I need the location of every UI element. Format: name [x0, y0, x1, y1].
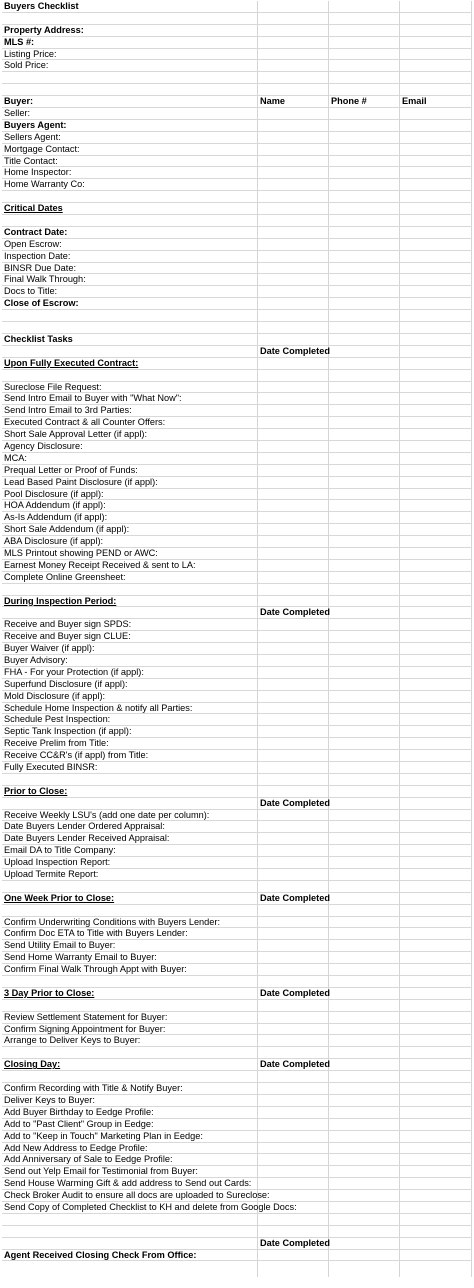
- sheet-row: [2, 215, 472, 227]
- sheet-row: [2, 322, 472, 334]
- cell-c0[interactable]: Critical Dates: [4, 203, 63, 214]
- sheet-row: [2, 786, 472, 798]
- cell-c0[interactable]: Schedule Home Inspection & notify all Parties:: [4, 702, 193, 713]
- cell-c0[interactable]: Sureclose File Request:: [4, 381, 102, 392]
- sheet-row: [2, 560, 472, 572]
- sheet-row: [2, 203, 472, 215]
- sheet-row: [2, 156, 472, 168]
- cell-c0[interactable]: Date Buyers Lender Received Appraisal:: [4, 833, 170, 844]
- cell-c3[interactable]: Email: [402, 96, 427, 107]
- cell-c0[interactable]: MLS Printout showing PEND or AWC:: [4, 547, 158, 558]
- cell-c0[interactable]: Sold Price:: [4, 60, 49, 71]
- cell-c0[interactable]: Email DA to Title Company:: [4, 845, 116, 856]
- cell-c0[interactable]: Send Copy of Completed Checklist to KH and delete from Google Docs:: [4, 1201, 297, 1212]
- sheet-row: [2, 49, 472, 61]
- cell-c0[interactable]: Receive CC&R's (if appl) from Title:: [4, 750, 149, 761]
- sheet-row: [2, 988, 472, 1000]
- sheet-row: [2, 548, 472, 560]
- cell-c1[interactable]: Date Completed: [260, 1237, 330, 1248]
- cell-c0[interactable]: Confirm Final Walk Through Appt with Buyer:: [4, 964, 187, 975]
- sheet-row: [2, 1143, 472, 1155]
- sheet-row: [2, 191, 472, 203]
- sheet-row: [2, 714, 472, 726]
- sheet-row: [2, 500, 472, 512]
- cell-c0[interactable]: Docs to Title:: [4, 286, 58, 297]
- sheet-row: [2, 1, 472, 13]
- sheet-row: [2, 453, 472, 465]
- sheet-row: [2, 750, 472, 762]
- sheet-row: [2, 512, 472, 524]
- cell-c0[interactable]: Confirm Recording with Title & Notify Buyer:: [4, 1083, 183, 1094]
- sheet-row: [2, 810, 472, 822]
- sheet-row: [2, 703, 472, 715]
- cell-c0[interactable]: Check Broker Audit to ensure all docs are uploaded to Sureclose:: [4, 1190, 270, 1201]
- sheet-row: [2, 96, 472, 108]
- sheet-row: [2, 1250, 472, 1262]
- sheet-row: [2, 928, 472, 940]
- sheet-row: [2, 167, 472, 179]
- sheet-row: [2, 274, 472, 286]
- cell-c0[interactable]: ABA Disclosure (if appl):: [4, 536, 104, 547]
- sheet-row: [2, 1095, 472, 1107]
- cell-c0[interactable]: Add New Address to Eedge Profile:: [4, 1142, 148, 1153]
- cell-c0[interactable]: One Week Prior to Close:: [4, 892, 115, 903]
- cell-c0[interactable]: Send Home Warranty Email to Buyer:: [4, 952, 157, 963]
- cell-c0[interactable]: Closing Day:: [4, 1059, 61, 1070]
- sheet-row: [2, 1107, 472, 1119]
- sheet-row: [2, 798, 472, 810]
- cell-c0[interactable]: Buyer:: [4, 96, 34, 107]
- sheet-row: [2, 37, 472, 49]
- sheet-row: [2, 251, 472, 263]
- cell-c0[interactable]: Fully Executed BINSR:: [4, 762, 98, 772]
- sheet-row: [2, 1202, 472, 1214]
- sheet-row: [2, 60, 472, 72]
- cell-c0[interactable]: Close of Escrow:: [4, 298, 79, 309]
- cell-c0[interactable]: Buyers Agent:: [4, 119, 67, 130]
- cell-c0[interactable]: Receive and Buyer sign SPDS:: [4, 619, 132, 630]
- sheet-row: [2, 1059, 472, 1071]
- sheet-row: [2, 382, 472, 394]
- cell-c0[interactable]: Upload Termite Report:: [4, 869, 99, 880]
- cell-c0[interactable]: Agency Disclosure:: [4, 440, 83, 451]
- sheet-row: [2, 596, 472, 608]
- sheet-row: [2, 25, 472, 37]
- sheet-row: [2, 263, 472, 275]
- sheet-row: [2, 1024, 472, 1036]
- sheet-row: [2, 952, 472, 964]
- sheet-row: [2, 833, 472, 845]
- sheet-row: [2, 108, 472, 120]
- sheet-row: [2, 417, 472, 429]
- cell-c0[interactable]: Title Contact:: [4, 155, 58, 166]
- sheet-row: [2, 619, 472, 631]
- sheet-row: [2, 1012, 472, 1024]
- sheet-row: [2, 1214, 472, 1226]
- cell-c0[interactable]: Home Inspector:: [4, 167, 72, 178]
- cell-c0[interactable]: Sellers Agent:: [4, 131, 61, 142]
- cell-c0[interactable]: Deliver Keys to Buyer:: [4, 1094, 95, 1105]
- sheet-row: [2, 334, 472, 346]
- sheet-row: [2, 893, 472, 905]
- cell-c1[interactable]: Date Completed: [260, 1059, 330, 1070]
- cell-c0[interactable]: Confirm Underwriting Conditions with Buyers Lender:: [4, 916, 221, 927]
- sheet-row: [2, 655, 472, 667]
- cell-c0[interactable]: Receive and Buyer sign CLUE:: [4, 631, 131, 642]
- cell-c0[interactable]: Send Utility Email to Buyer:: [4, 940, 116, 951]
- sheet-row: [2, 821, 472, 833]
- cell-c0[interactable]: Send out Yelp Email for Testimonial from Buyer:: [4, 1166, 198, 1177]
- spreadsheet: [2, 1, 472, 1277]
- cell-c1[interactable]: Date Completed: [260, 607, 330, 618]
- cell-c0[interactable]: During Inspection Period:: [4, 595, 117, 606]
- cell-c0[interactable]: Mortgage Contact:: [4, 143, 80, 154]
- sheet-row: [2, 976, 472, 988]
- cell-c0[interactable]: Property Address:: [4, 24, 84, 35]
- sheet-row: [2, 869, 472, 881]
- cell-c1[interactable]: Date Completed: [260, 892, 330, 903]
- sheet-row: [2, 1166, 472, 1178]
- cell-c0[interactable]: Seller:: [4, 108, 31, 119]
- cell-c0[interactable]: Receive Prelim from Title:: [4, 738, 109, 749]
- sheet-row: [2, 1071, 472, 1083]
- cell-c0[interactable]: Home Warranty Co:: [4, 179, 85, 190]
- cell-c0[interactable]: Add to "Past Client" Group in Eedge:: [4, 1118, 154, 1129]
- cell-c0[interactable]: Executed Contract & all Counter Offers:: [4, 417, 166, 428]
- sheet-row: [2, 691, 472, 703]
- cell-c0[interactable]: Confirm Doc ETA to Title with Buyers Lender:: [4, 928, 188, 939]
- cell-c0[interactable]: Agent Received Closing Check From Office:: [4, 1249, 197, 1260]
- cell-c0[interactable]: 3 Day Prior to Close:: [4, 987, 95, 998]
- cell-c0[interactable]: Septic Tank Inspection (if appl):: [4, 726, 132, 737]
- sheet-row: [2, 964, 472, 976]
- sheet-row: [2, 631, 472, 643]
- sheet-row: [2, 370, 472, 382]
- cell-c0[interactable]: Checklist Tasks: [4, 333, 73, 344]
- sheet-row: [2, 1047, 472, 1059]
- cell-c0[interactable]: MLS #:: [4, 36, 35, 47]
- cell-c0[interactable]: Superfund Disclosure (if appl):: [4, 678, 128, 689]
- cell-c0[interactable]: Arrange to Deliver Keys to Buyer:: [4, 1035, 141, 1046]
- cell-c0[interactable]: Inspection Date:: [4, 250, 71, 261]
- sheet-row: [2, 310, 472, 322]
- cell-c0[interactable]: FHA - For your Protection (if appl):: [4, 666, 144, 677]
- sheet-row: [2, 465, 472, 477]
- cell-c0[interactable]: Send Intro Email to 3rd Parties:: [4, 405, 132, 416]
- sheet-row: [2, 762, 472, 774]
- cell-c0[interactable]: Receive Weekly LSU's (add one date per column):: [4, 809, 210, 820]
- sheet-row: [2, 536, 472, 548]
- cell-c0[interactable]: Earnest Money Receipt Received & sent to LA:: [4, 559, 196, 570]
- cell-c0[interactable]: Pool Disclosure (if appl):: [4, 488, 104, 499]
- sheet-row: [2, 1190, 472, 1202]
- sheet-row: [2, 524, 472, 536]
- sheet-row: [2, 905, 472, 917]
- cell-c0[interactable]: As-Is Addendum (if appl):: [4, 512, 108, 523]
- cell-c1[interactable]: Date Completed: [260, 797, 330, 808]
- cell-c0[interactable]: Buyer Advisory:: [4, 654, 68, 665]
- cell-c0[interactable]: Complete Online Greensheet:: [4, 571, 126, 582]
- sheet-row: [2, 84, 472, 96]
- sheet-row: [2, 584, 472, 596]
- sheet-row: [2, 1178, 472, 1190]
- sheet-row: [2, 572, 472, 584]
- cell-c0[interactable]: Send Intro Email to Buyer with "What Now":: [4, 393, 182, 404]
- cell-c1[interactable]: Name: [260, 96, 286, 107]
- sheet-row: [2, 227, 472, 239]
- sheet-row: [2, 120, 472, 132]
- cell-c2[interactable]: Phone #: [331, 96, 367, 107]
- cell-c0[interactable]: Short Sale Approval Letter (if appl):: [4, 429, 147, 440]
- sheet-row: [2, 1131, 472, 1143]
- cell-c0[interactable]: MCA:: [4, 452, 27, 463]
- cell-c0[interactable]: HOA Addendum (if appl):: [4, 500, 106, 511]
- sheet-row: [2, 393, 472, 405]
- cell-c0[interactable]: Open Escrow:: [4, 238, 62, 249]
- sheet-row: [2, 917, 472, 929]
- sheet-row: [2, 607, 472, 619]
- sheet-row: [2, 1154, 472, 1166]
- cell-c0[interactable]: Send House Warming Gift & add address to Send out Cards:: [4, 1178, 252, 1189]
- cell-c0[interactable]: Contract Date:: [4, 226, 68, 237]
- cell-c0[interactable]: Mold Disclosure (if appl):: [4, 690, 106, 701]
- sheet-row: [2, 643, 472, 655]
- cell-c0[interactable]: Listing Price:: [4, 48, 57, 59]
- cell-c0[interactable]: Final Walk Through:: [4, 274, 86, 285]
- sheet-row: [2, 179, 472, 191]
- sheet-row: [2, 1000, 472, 1012]
- cell-c0[interactable]: Short Sale Addendum (if appl):: [4, 524, 130, 535]
- sheet-row: [2, 774, 472, 786]
- sheet-row: [2, 1226, 472, 1238]
- sheet-row: [2, 286, 472, 298]
- cell-c0[interactable]: Add Anniversary of Sale to Eedge Profile:: [4, 1154, 173, 1165]
- cell-c0[interactable]: Buyers Checklist: [4, 1, 79, 11]
- sheet-row: [2, 1035, 472, 1047]
- sheet-row: [2, 346, 472, 358]
- sheet-row: [2, 298, 472, 310]
- sheet-row: [2, 144, 472, 156]
- sheet-row: [2, 845, 472, 857]
- sheet-row: [2, 738, 472, 750]
- sheet-row: [2, 72, 472, 84]
- sheet-row: [2, 358, 472, 370]
- cell-c0[interactable]: Add to "Keep in Touch" Marketing Plan in Eedge:: [4, 1130, 203, 1141]
- sheet-row: [2, 489, 472, 501]
- sheet-row: [2, 13, 472, 25]
- cell-c0[interactable]: Prior to Close:: [4, 785, 68, 796]
- sheet-row: [2, 477, 472, 489]
- cell-c1[interactable]: Date Completed: [260, 345, 330, 356]
- cell-c0[interactable]: BINSR Due Date:: [4, 262, 76, 273]
- sheet-row: [2, 679, 472, 691]
- cell-c0[interactable]: Review Settlement Statement for Buyer:: [4, 1011, 168, 1022]
- cell-c0[interactable]: Lead Based Paint Disclosure (if appl):: [4, 476, 158, 487]
- cell-c1[interactable]: Date Completed: [260, 987, 330, 998]
- cell-c0[interactable]: Upon Fully Executed Contract:: [4, 357, 139, 368]
- cell-c0[interactable]: Confirm Signing Appointment for Buyer:: [4, 1023, 166, 1034]
- sheet-row: [2, 1238, 472, 1250]
- cell-c0[interactable]: Prequal Letter or Proof of Funds:: [4, 464, 138, 475]
- cell-c0[interactable]: Schedule Pest Inspection:: [4, 714, 111, 725]
- sheet-row: [2, 857, 472, 869]
- sheet-row: [2, 441, 472, 453]
- sheet-row: [2, 429, 472, 441]
- sheet-row: [2, 1083, 472, 1095]
- sheet-row: [2, 132, 472, 144]
- sheet-row: [2, 667, 472, 679]
- sheet-row: [2, 881, 472, 893]
- cell-c0[interactable]: Upload Inspection Report:: [4, 857, 111, 868]
- sheet-row: [2, 726, 472, 738]
- sheet-row: [2, 239, 472, 251]
- sheet-row: [2, 1119, 472, 1131]
- cell-c0[interactable]: Date Buyers Lender Ordered Appraisal:: [4, 821, 165, 832]
- cell-c0[interactable]: Add Buyer Birthday to Eedge Profile:: [4, 1106, 154, 1117]
- cell-c0[interactable]: Buyer Waiver (if appl):: [4, 643, 95, 654]
- sheet-row: [2, 405, 472, 417]
- sheet-row: [2, 940, 472, 952]
